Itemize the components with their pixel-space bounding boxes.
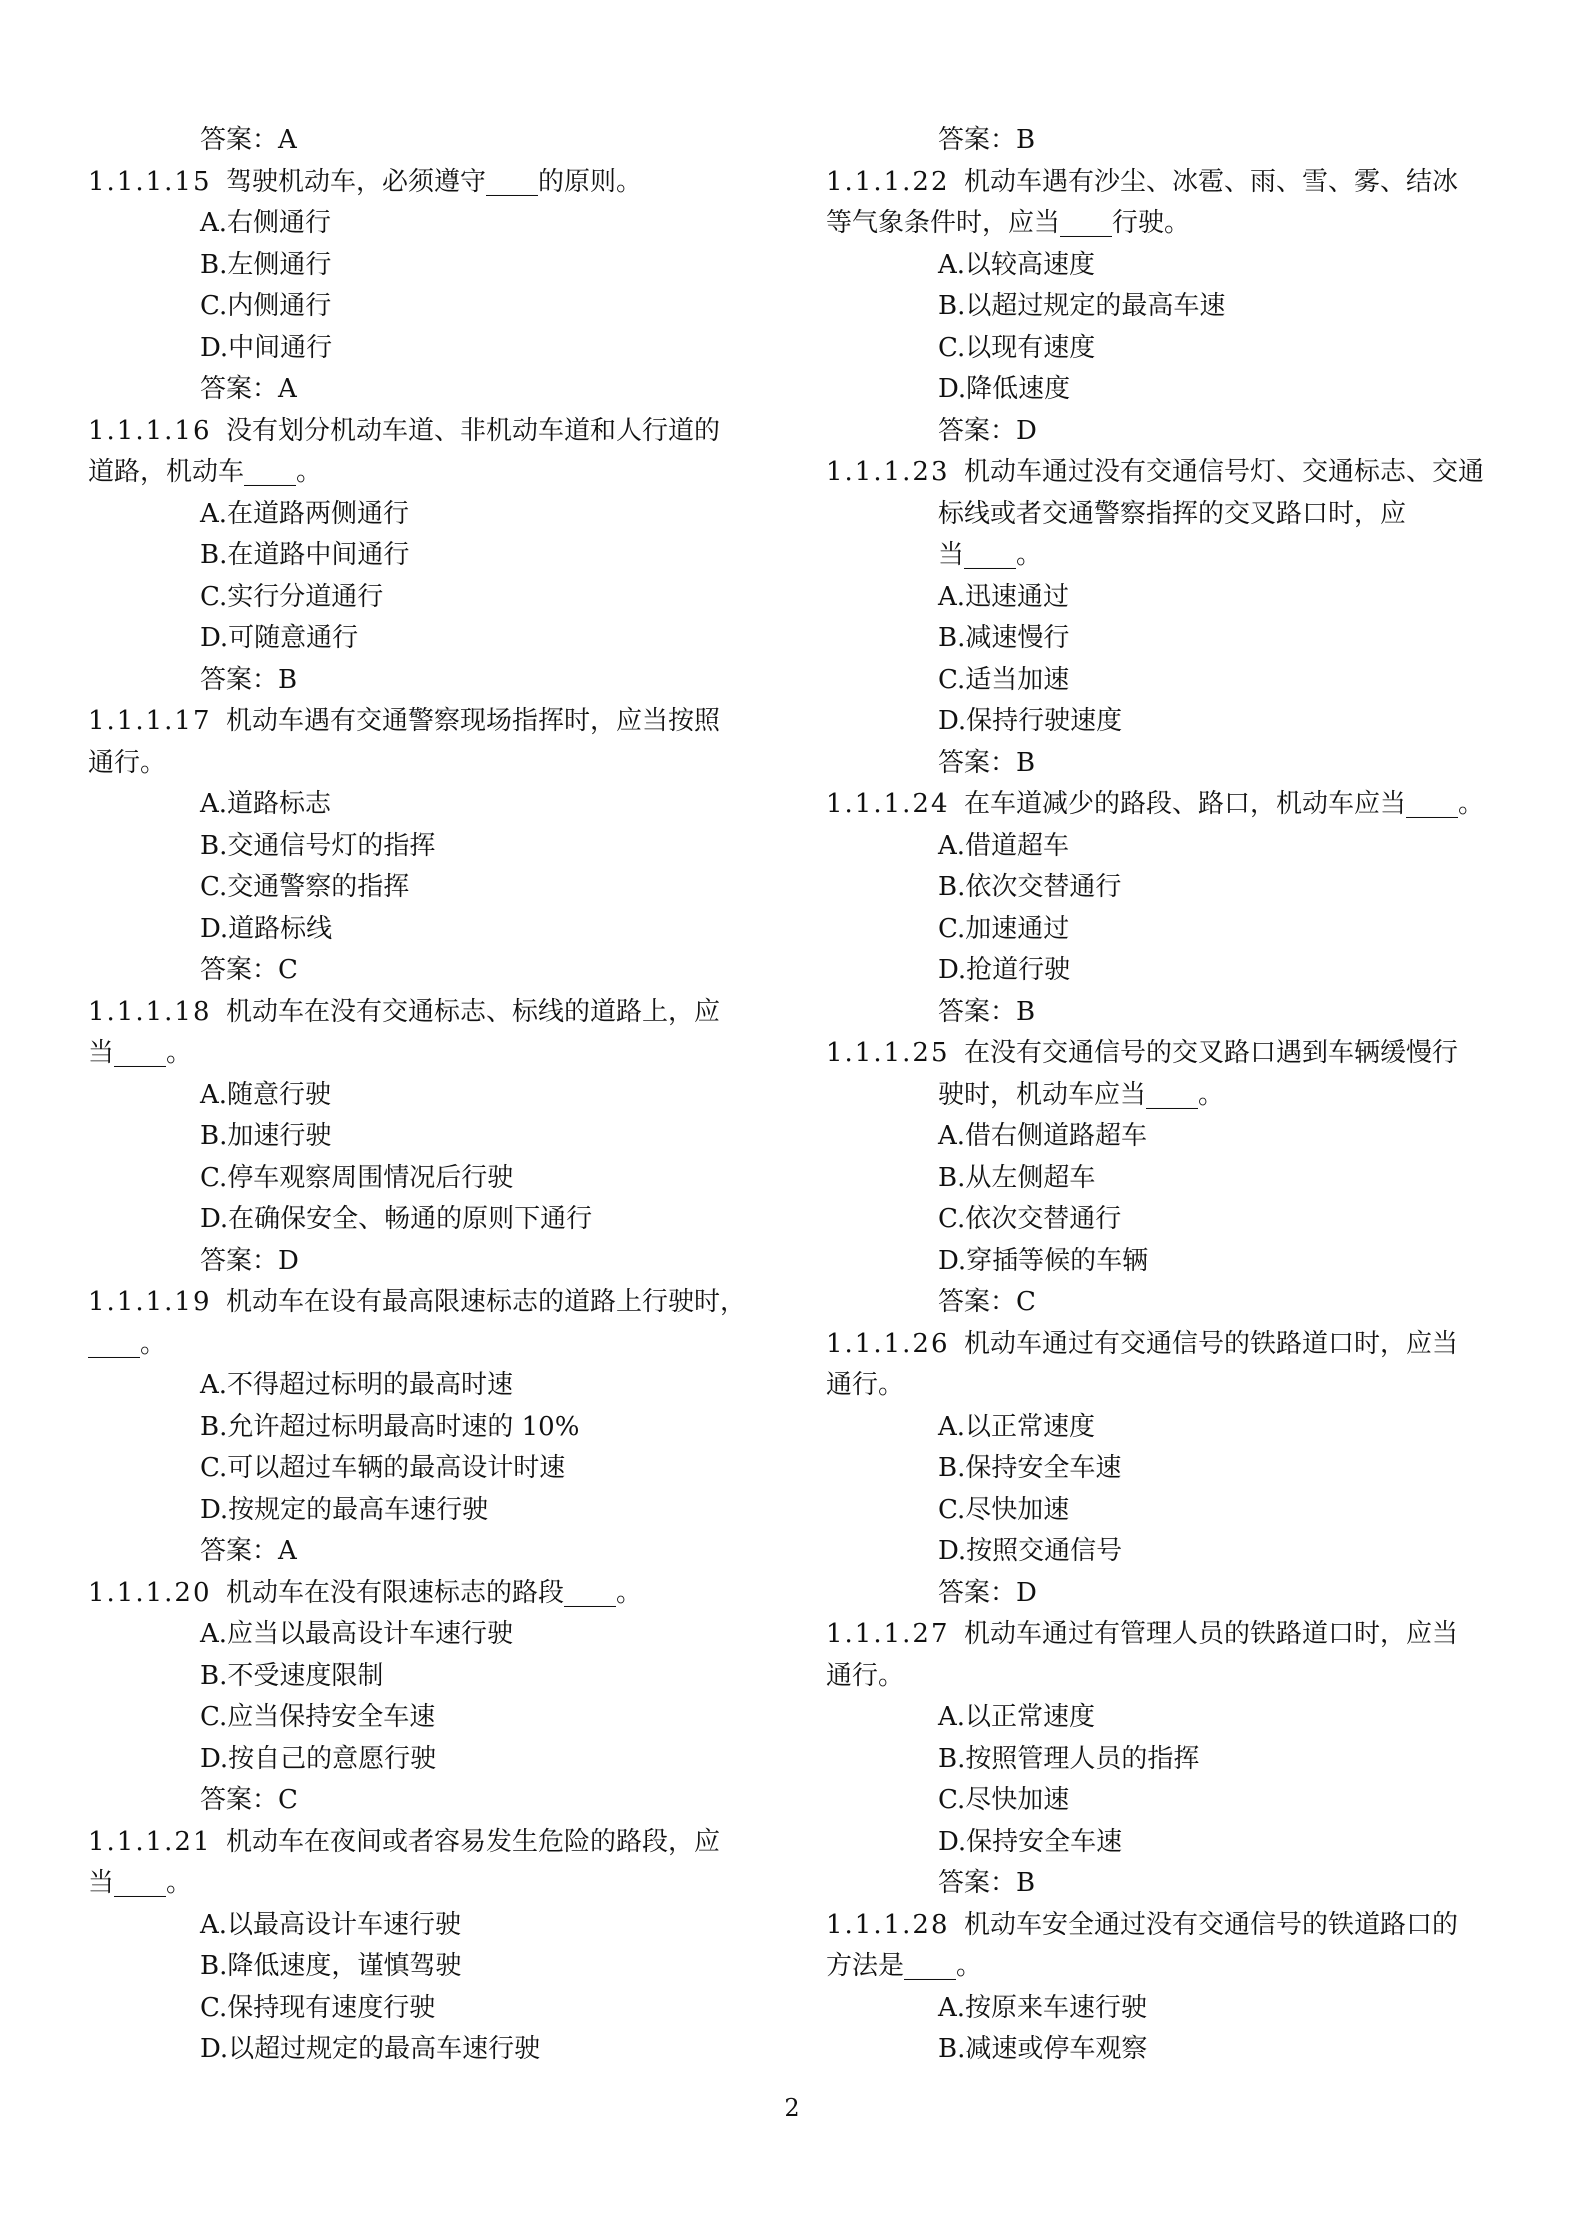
correct-answer: 答案：D: [938, 415, 1037, 446]
right-column: [826, 120, 1546, 2071]
answer-option: B.不受速度限制: [200, 1660, 384, 1691]
answer-option: D.在确保安全、畅通的原则下通行: [200, 1204, 593, 1234]
answer-option: D.中间通行: [200, 332, 333, 363]
answer-option: D.按照交通信号: [938, 1536, 1123, 1566]
question-continuation: 驶时，机动车应当____。: [938, 1079, 1225, 1110]
question-number: 1.1.1.25: [826, 1038, 950, 1068]
answer-option: A.按原来车速行驶: [938, 1992, 1148, 2023]
question-text: 机动车通过有管理人员的铁路道口时，应当: [964, 1619, 1459, 1649]
answer-option: C.以现有速度: [938, 332, 1096, 363]
question-text: 没有划分机动车道、非机动车道和人行道的: [226, 415, 721, 446]
question-continuation: 通行。: [88, 747, 167, 778]
question-text: 驾驶机动车，必须遵守____的原则。: [226, 166, 643, 197]
answer-option: B.交通信号灯的指挥: [200, 830, 436, 861]
question-line: [88, 162, 808, 204]
question-line: [826, 452, 1546, 494]
question-continuation: 通行。: [826, 1660, 905, 1691]
question-line: [826, 1324, 1546, 1366]
correct-answer: 答案：B: [938, 996, 1036, 1027]
question-line: [826, 1614, 1546, 1656]
answer-option: C.实行分道通行: [200, 581, 384, 612]
question-text: 机动车在没有限速标志的路段____。: [226, 1577, 643, 1608]
question-continuation: 当____。: [938, 540, 1043, 570]
correct-answer: 答案：D: [200, 1245, 299, 1276]
answer-option: D.按规定的最高车速行驶: [200, 1494, 489, 1525]
question-number: 1.1.1.16: [88, 415, 212, 446]
question-number: 1.1.1.15: [88, 166, 212, 197]
question-text: 机动车在没有交通标志、标线的道路上，应: [226, 996, 721, 1027]
answer-option: B.按照管理人员的指挥: [938, 1743, 1200, 1774]
question-line: [826, 162, 1546, 204]
answer-option: B.减速或停车观察: [938, 2034, 1148, 2064]
question-continuation: 标线或者交通警察指挥的交叉路口时，应: [938, 498, 1407, 529]
question-text: 在车道减少的路段、路口，机动车应当____。: [964, 789, 1485, 819]
question-number: 1.1.1.21: [88, 1826, 212, 1857]
correct-answer: 答案：A: [200, 125, 297, 155]
question-number: 1.1.1.19: [88, 1287, 212, 1317]
answer-option: A.以正常速度: [938, 1702, 1096, 1732]
question-number: 1.1.1.20: [88, 1577, 212, 1608]
question-number: 1.1.1.18: [88, 996, 212, 1027]
question-line: [88, 992, 808, 1034]
question-number: 1.1.1.24: [826, 789, 950, 819]
question-number: 1.1.1.26: [826, 1328, 950, 1359]
question-number: 1.1.1.23: [826, 457, 950, 487]
question-number: 1.1.1.27: [826, 1619, 950, 1649]
answer-option: C.尽快加速: [938, 1494, 1070, 1525]
answer-option: A.在道路两侧通行: [200, 498, 410, 529]
answer-option: A.借右侧道路超车: [938, 1121, 1148, 1151]
answer-option: A.以正常速度: [938, 1411, 1096, 1442]
answer-option: C.可以超过车辆的最高设计时速: [200, 1453, 566, 1483]
answer-option: D.穿插等候的车辆: [938, 1245, 1149, 1276]
question-continuation: 道路，机动车____。: [88, 457, 323, 487]
answer-option: C.加速通过: [938, 913, 1070, 944]
answer-option: C.内侧通行: [200, 291, 332, 321]
question-continuation: 等气象条件时，应当____行驶。: [826, 208, 1191, 238]
question-continuation: 通行。: [826, 1370, 905, 1400]
question-continuation: 方法是____。: [826, 1951, 983, 1981]
answer-option: D.降低速度: [938, 374, 1071, 404]
answer-option: B.依次交替通行: [938, 872, 1122, 902]
question-continuation: ____。: [88, 1328, 167, 1359]
answer-option: B.左侧通行: [200, 249, 332, 280]
question-line: [88, 1573, 808, 1615]
answer-option: C.停车观察周围情况后行驶: [200, 1162, 514, 1193]
answer-option: B.在道路中间通行: [200, 540, 410, 570]
answer-option: B.减速慢行: [938, 623, 1070, 653]
answer-option: D.保持行驶速度: [938, 706, 1123, 736]
correct-answer: 答案：B: [938, 747, 1036, 778]
question-text: 机动车安全通过没有交通信号的铁道路口的: [964, 1909, 1459, 1940]
answer-option: C.交通警察的指挥: [200, 872, 410, 902]
question-text: 机动车在夜间或者容易发生危险的路段，应: [226, 1826, 721, 1857]
answer-option: B.从左侧超车: [938, 1162, 1096, 1193]
question-line: [88, 701, 808, 743]
left-column: [88, 120, 808, 2071]
answer-option: B.保持安全车速: [938, 1453, 1122, 1483]
answer-option: A.随意行驶: [200, 1079, 332, 1110]
correct-answer: 答案：C: [200, 1785, 298, 1815]
correct-answer: 答案：B: [200, 664, 298, 695]
correct-answer: 答案：B: [938, 125, 1036, 155]
question-text: 在没有交通信号的交叉路口遇到车辆缓慢行: [964, 1038, 1459, 1068]
answer-option: C.尽快加速: [938, 1785, 1070, 1815]
correct-answer: 答案：D: [938, 1577, 1037, 1608]
question-line: [826, 1033, 1546, 1075]
correct-answer: 答案：C: [200, 955, 298, 985]
answer-option: C.保持现有速度行驶: [200, 1992, 436, 2023]
answer-option: D.抢道行驶: [938, 955, 1071, 985]
question-line: [826, 784, 1546, 826]
answer-option: A.道路标志: [200, 789, 332, 819]
answer-option: A.应当以最高设计车速行驶: [200, 1619, 514, 1649]
answer-option: B.降低速度，谨慎驾驶: [200, 1951, 462, 1981]
correct-answer: 答案：A: [200, 1536, 297, 1566]
question-text: 机动车通过有交通信号的铁路道口时，应当: [964, 1328, 1459, 1359]
question-continuation: 当____。: [88, 1038, 193, 1068]
question-line: [88, 1282, 808, 1324]
question-text: 机动车在设有最高限速标志的道路上行驶时，: [226, 1287, 747, 1317]
answer-option: A.迅速通过: [938, 581, 1070, 612]
answer-option: A.不得超过标明的最高时速: [200, 1370, 514, 1400]
answer-option: D.按自己的意愿行驶: [200, 1743, 437, 1774]
answer-option: B.以超过规定的最高车速: [938, 291, 1226, 321]
question-number: 1.1.1.22: [826, 166, 950, 197]
answer-option: B.允许超过标明最高时速的 10%: [200, 1411, 580, 1442]
answer-option: C.依次交替通行: [938, 1204, 1122, 1234]
question-number: 1.1.1.17: [88, 706, 212, 736]
question-text: 机动车遇有沙尘、冰雹、雨、雪、雾、结冰: [964, 166, 1459, 197]
question-continuation: 当____。: [88, 1868, 193, 1898]
answer-option: B.加速行驶: [200, 1121, 332, 1151]
answer-option: A.借道超车: [938, 830, 1070, 861]
answer-option: C.应当保持安全车速: [200, 1702, 436, 1732]
answer-option: D.保持安全车速: [938, 1826, 1123, 1857]
correct-answer: 答案：C: [938, 1287, 1036, 1317]
question-number: 1.1.1.28: [826, 1909, 950, 1940]
answer-option: D.道路标线: [200, 913, 333, 944]
page-number: 2: [784, 2094, 800, 2122]
answer-option: A.右侧通行: [200, 208, 332, 238]
question-text: 机动车遇有交通警察现场指挥时，应当按照: [226, 706, 721, 736]
question-text: 机动车通过没有交通信号灯、交通标志、交通: [964, 457, 1485, 487]
question-line: [88, 1822, 808, 1864]
question-line: [826, 1905, 1546, 1947]
answer-option: A.以较高速度: [938, 249, 1096, 280]
answer-option: C.适当加速: [938, 664, 1070, 695]
correct-answer: 答案：B: [938, 1868, 1036, 1898]
correct-answer: 答案：A: [200, 374, 297, 404]
answer-option: A.以最高设计车速行驶: [200, 1909, 462, 1940]
question-line: [88, 411, 808, 453]
answer-option: D.以超过规定的最高车速行驶: [200, 2034, 541, 2064]
answer-option: D.可随意通行: [200, 623, 359, 653]
